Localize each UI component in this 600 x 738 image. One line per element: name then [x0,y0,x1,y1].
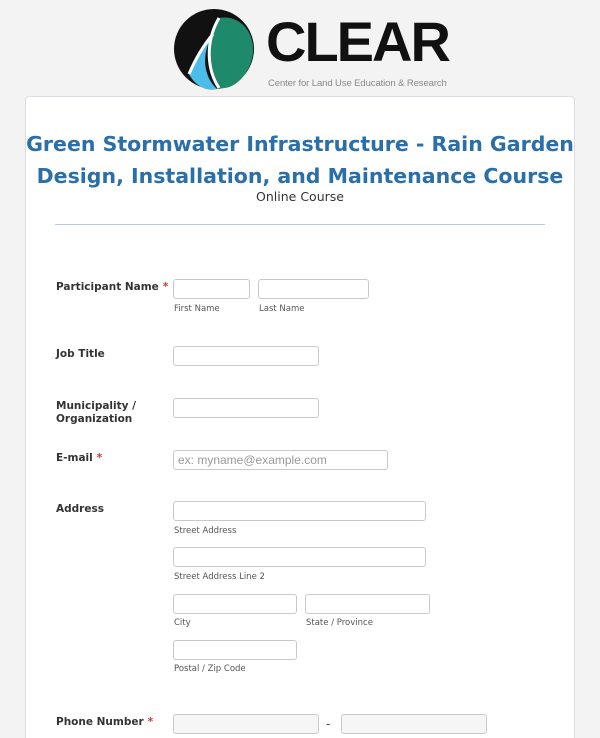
municipality-label-line2: Organization [56,413,133,425]
city-input[interactable] [173,594,297,614]
city-sublabel: City [174,618,191,628]
required-mark: * [162,281,169,293]
street-address-line2-input[interactable] [173,547,426,567]
phone-number-label [56,716,153,729]
phone-separator: - [326,717,331,731]
street-address-line2-sublabel: Street Address Line 2 [174,572,265,582]
municipality-input[interactable] [173,398,319,418]
participant-name-label [56,281,168,294]
header-divider [55,224,545,225]
required-mark: * [147,716,154,728]
phone-number-label-text: Phone Number [56,716,144,728]
postal-code-input[interactable] [173,640,297,660]
last-name-sublabel: Last Name [259,304,305,314]
email-label-text: E-mail [56,452,93,464]
form-title-line2: Design, Installation, and Maintenance Course [36,164,564,188]
phone-number-input[interactable] [341,714,487,734]
street-address-sublabel: Street Address [174,526,237,536]
email-label [56,452,102,465]
municipality-label-line1: Municipality / [56,400,136,412]
clear-logo-icon [173,8,259,92]
required-mark: * [96,452,103,464]
street-address-input[interactable] [173,501,426,521]
form-title-line1: Green Stormwater Infrastructure - Rain Garden [26,132,574,156]
phone-area-code-input[interactable] [173,714,319,734]
first-name-sublabel: First Name [174,304,220,314]
municipality-label [56,400,136,426]
address-label: Address [56,503,104,515]
job-title-label: Job Title [56,348,105,360]
form-subtitle: Online Course [256,189,344,204]
clear-logo [173,8,449,94]
state-province-sublabel: State / Province [306,618,373,628]
email-input[interactable] [173,450,388,470]
postal-code-sublabel: Postal / Zip Code [174,664,246,674]
first-name-input[interactable] [173,279,250,299]
form-title [0,128,600,192]
participant-name-label-text: Participant Name [56,281,159,293]
logo-tagline: Center for Land Use Education & Research [268,78,447,89]
last-name-input[interactable] [258,279,369,299]
state-province-input[interactable] [305,594,430,614]
logo-wordmark: CLEAR [266,10,449,73]
job-title-input[interactable] [173,346,319,366]
